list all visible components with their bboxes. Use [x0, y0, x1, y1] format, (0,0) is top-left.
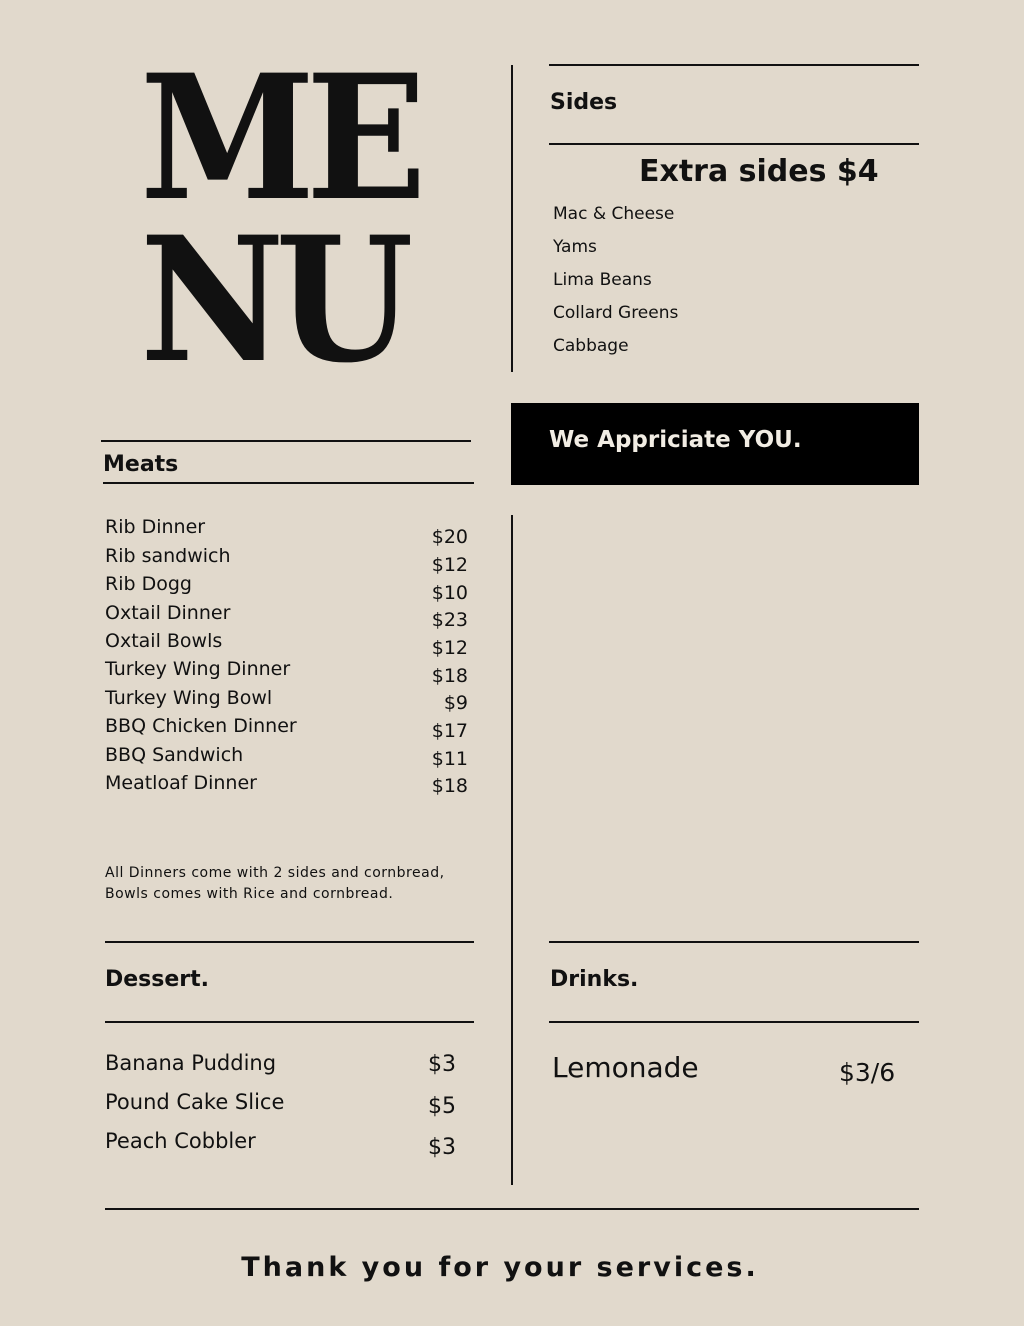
meats-bottom-rule	[103, 482, 474, 484]
meat-item-price: $12	[431, 554, 468, 576]
meat-item-price: $9	[443, 692, 468, 714]
dessert-top-rule	[105, 941, 474, 943]
meat-item-name: Rib sandwich	[105, 545, 231, 567]
footer-thank-you: Thank you for your services.	[241, 1252, 759, 1283]
meat-item-name: Turkey Wing Dinner	[105, 658, 291, 680]
meat-item-price: $18	[431, 665, 468, 687]
drinks-heading: Drinks.	[550, 967, 639, 992]
meats-top-rule	[101, 440, 471, 442]
appreciation-banner	[511, 403, 919, 485]
meat-item-name: BBQ Chicken Dinner	[105, 715, 297, 737]
bottom-column-divider	[511, 515, 513, 1185]
dessert-heading: Dessert.	[105, 967, 210, 992]
meat-item-price: $11	[431, 748, 468, 770]
dessert-item-name: Peach Cobbler	[105, 1129, 256, 1153]
dessert-item-price: $3	[428, 1135, 456, 1160]
extra-sides-price: Extra sides $4	[639, 154, 879, 189]
meat-item-name: BBQ Sandwich	[105, 744, 244, 766]
list-item: Yams	[553, 237, 597, 257]
menu-title-line1: ME	[140, 36, 418, 239]
meat-item-name: Rib Dinner	[105, 516, 206, 538]
meats-heading: Meats	[103, 452, 179, 477]
dessert-item-name: Pound Cake Slice	[105, 1090, 285, 1114]
banner-text: We Appriciate YOU.	[549, 427, 802, 453]
sides-bottom-rule	[549, 143, 919, 145]
list-item: Cabbage	[553, 336, 629, 356]
dessert-item-name: Banana Pudding	[105, 1051, 277, 1075]
drinks-bottom-rule	[549, 1021, 919, 1023]
meat-item-name: Turkey Wing Bowl	[105, 687, 273, 709]
list-item: Mac & Cheese	[553, 204, 675, 224]
drink-item-name: Lemonade	[552, 1051, 699, 1084]
meat-item-price: $12	[431, 637, 468, 659]
meat-item-price: $10	[431, 582, 468, 604]
meat-item-price: $23	[431, 609, 468, 631]
meat-item-name: Rib Dogg	[105, 573, 192, 595]
meat-item-name: Oxtail Dinner	[105, 602, 231, 624]
sides-top-rule	[549, 64, 919, 66]
dessert-item-price: $5	[428, 1094, 456, 1119]
drinks-top-rule	[549, 941, 919, 943]
list-item: Collard Greens	[553, 303, 679, 323]
top-column-divider	[511, 65, 513, 372]
menu-title-line2: NU	[140, 198, 405, 401]
drink-item-price: $3/6	[839, 1058, 896, 1087]
dessert-bottom-rule	[105, 1021, 474, 1023]
sides-list	[553, 198, 678, 363]
footer-rule	[105, 1208, 919, 1210]
meat-item-price: $18	[431, 775, 468, 797]
list-item: Lima Beans	[553, 270, 652, 290]
meat-item-name: Oxtail Bowls	[105, 630, 223, 652]
meat-item-price: $17	[431, 720, 468, 742]
meats-note: All Dinners come with 2 sides and cornbread, Bowls comes with Rice and cornbread.	[105, 865, 445, 902]
meat-item-name: Meatloaf Dinner	[105, 772, 257, 794]
meat-item-price: $20	[431, 526, 468, 548]
sides-heading: Sides	[550, 90, 618, 115]
dessert-item-price: $3	[428, 1052, 456, 1077]
